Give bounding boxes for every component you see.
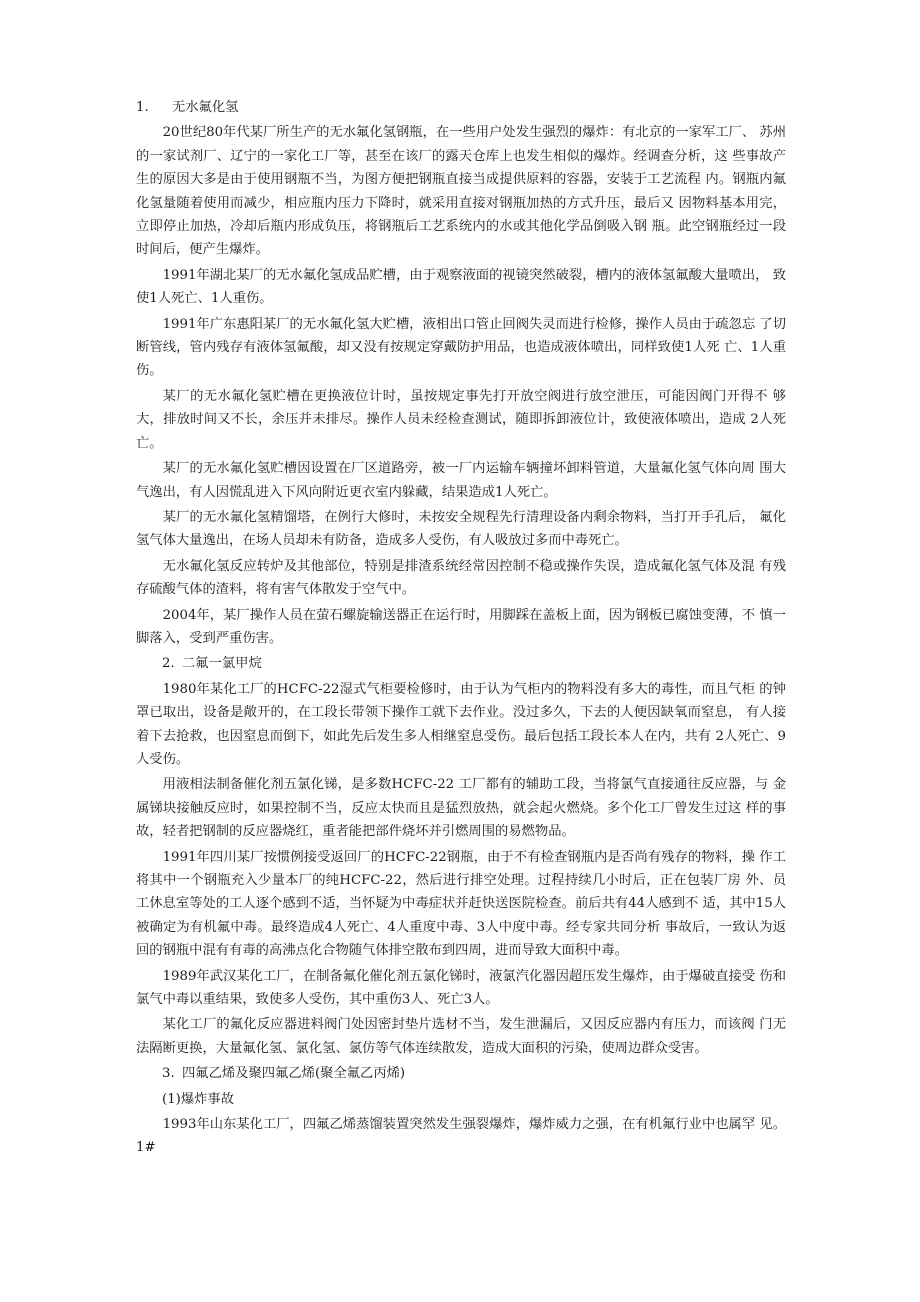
section-1-title: 无水氟化氢 bbox=[172, 100, 239, 115]
paragraph: 1980年某化工厂的HCFC-22湿式气柜要检修时，由于认为气柜内的物料没有多大的毒性，而且气柜 的钟罩已取出，设备是敞开的，在工段长带领下操作工就下去作业。没过多久，下去的人便因缺氧而窒息， 有人接着下去抢救，也因窒息而倒下，如此先后发生多人相继窒息受伤。最后包括工段长本人在内，共有 2人死亡、9人受伤。 bbox=[136, 681, 786, 767]
section-2-heading bbox=[136, 652, 786, 675]
section-2-title: 二氟一氯甲烷 bbox=[182, 656, 262, 672]
paragraph: 某厂的无水氟化氢贮槽因设置在厂区道路旁，被一厂内运输车辆撞坏卸料管道，大量氟化氢气体向周 围大气逸出，有人因慌乱进入下风向附近更衣室内躲藏，结果造成1人死亡。 bbox=[136, 461, 786, 500]
section-1-number: 1. bbox=[136, 100, 149, 115]
paragraph: 某厂的无水氟化氢贮槽在更换液位计时，虽按规定事先打开放空阀进行放空泄压，可能因阀门开得不 够大，排放时间又不长，余压并未排尽。操作人员未经检查测试，随即拆卸液位计，致使液体喷出，造成 2人死亡。 bbox=[136, 388, 786, 451]
paragraph: 1991年四川某厂按惯例接受返回厂的HCFC-22钢瓶，由于不有检查钢瓶内是否尚有残存的物料，操 作工将其中一个钢瓶充入少量本厂的纯HCFC-22，然后进行排空处理。过程持续几小时后，正在包装厂房 外、员工休息室等处的工人逐个感到不适，当怀疑为中毒症状并赶快送医院检查。前后共有44人感到不 适，其中15人被确定为有机氟中毒。最终造成4人死亡、4人重度中毒、3人中度中毒。经专家共同分析 事故后，一致认为返回的钢瓶中混有有毒的高沸点化合物随气体排空散布到四周，进而导致大面积中毒。 bbox=[136, 849, 786, 959]
subsection-heading: (1)爆炸事故 bbox=[162, 1091, 235, 1107]
section-3-title: 四氟乙烯及聚四氟乙烯(聚全氟乙丙烯) bbox=[182, 1066, 406, 1082]
document-page bbox=[136, 96, 786, 1162]
paragraph: 1991年湖北某厂的无水氟化氢成品贮槽，由于观察液面的视镜突然破裂，槽内的液体氢氟酸大量喷出， 致使1人死亡、1人重伤。 bbox=[136, 267, 786, 307]
paragraph: 1989年武汉某化工厂，在制备氟化催化剂五氯化锑时，液氯汽化器因超压发生爆炸，由于爆破直接受 伤和氯气中毒以重结果，致使多人受伤，其中重伤3人、死亡3人。 bbox=[136, 968, 786, 1008]
paragraph: 某化工厂的氟化反应器进料阀门处因密封垫片选材不当，发生泄漏后，又因反应器内有压力，而该阀 门无法隔断更换，大量氟化氢、氯化氢、氯仿等气体连续散发，造成大面积的污染，使周边群众受害。 bbox=[136, 1017, 786, 1056]
section-1-heading bbox=[136, 96, 786, 119]
paragraph: 1991年广东惠阳某厂的无水氟化氢大贮槽，液相出口管止回阀失灵而进行检修，操作人员由于疏忽忘 了切断管线，管内残存有液体氢氟酸，却又没有按规定穿戴防护用品，也造成液体喷出，同样致使1人死 亡、1人重伤。 bbox=[136, 316, 786, 379]
section-3-number: 3. bbox=[162, 1066, 175, 1082]
section-3-heading bbox=[136, 1062, 786, 1085]
paragraph: 无水氟化氢反应转炉及其他部位，特别是排渣系统经常因控制不稳或操作失误，造成氟化氢气体及混 有残存硫酸气体的渣料，将有害气体散发于空气中。 bbox=[136, 558, 786, 598]
section-2-number: 2. bbox=[162, 656, 175, 672]
paragraph: 2004年，某厂操作人员在萤石螺旋输送器正在运行时，用脚踩在盖板上面，因为钢板已腐蚀变薄，不 慎一脚落入，受到严重伤害。 bbox=[136, 607, 786, 646]
paragraph: 用液相法制备催化剂五氯化锑，是多数HCFC-22 工厂都有的辅助工段，当将氯气直接通往反应器，与 金属锑块接触反应时，如果控制不当，反应太快而且是猛烈放热，就会起火燃烧。多个化工厂曾发生过这 样的事故，轻者把钢制的反应器烧红，重者能把部件烧坏并引燃周围的易燃物品。 bbox=[136, 777, 786, 840]
paragraph: 某厂的无水氟化氢精馏塔，在例行大修时，未按安全规程先行清理设备内剩余物料，当打开手孔后， 氟化氢气体大量逸出，在场人员却未有防备，造成多人受伤，有人吸放过多而中毒死亡。 bbox=[136, 509, 786, 549]
paragraph: 1993年山东某化工厂，四氟乙烯蒸馏装置突然发生强裂爆炸，爆炸威力之强，在有机氟行业中也属罕 见。1# bbox=[136, 1117, 786, 1156]
paragraph: 20世纪80年代某厂所生产的无水氟化氢钢瓶，在一些用户处发生强烈的爆炸：有北京的一家军工厂、 苏州的一家试剂厂、辽宁的一家化工厂等，甚至在该厂的露天仓库上也发生相似的爆炸。经调查分析，这 些事故产生的原因大多是由于使用钢瓶不当，为图方便把钢瓶直接当成提供原料的容器，安装于工艺流程 内。钢瓶内氟化氢量随着使用而减少，相应瓶内压力下降时，就采用直接对钢瓶加热的方式升压，最后又 因物料基本用完，立即停止加热，冷却后瓶内形成负压，将钢瓶后工艺系统内的水或其他化学品倒吸入钢 瓶。此空钢瓶经过一段时间后，便产生爆炸。 bbox=[136, 125, 786, 258]
